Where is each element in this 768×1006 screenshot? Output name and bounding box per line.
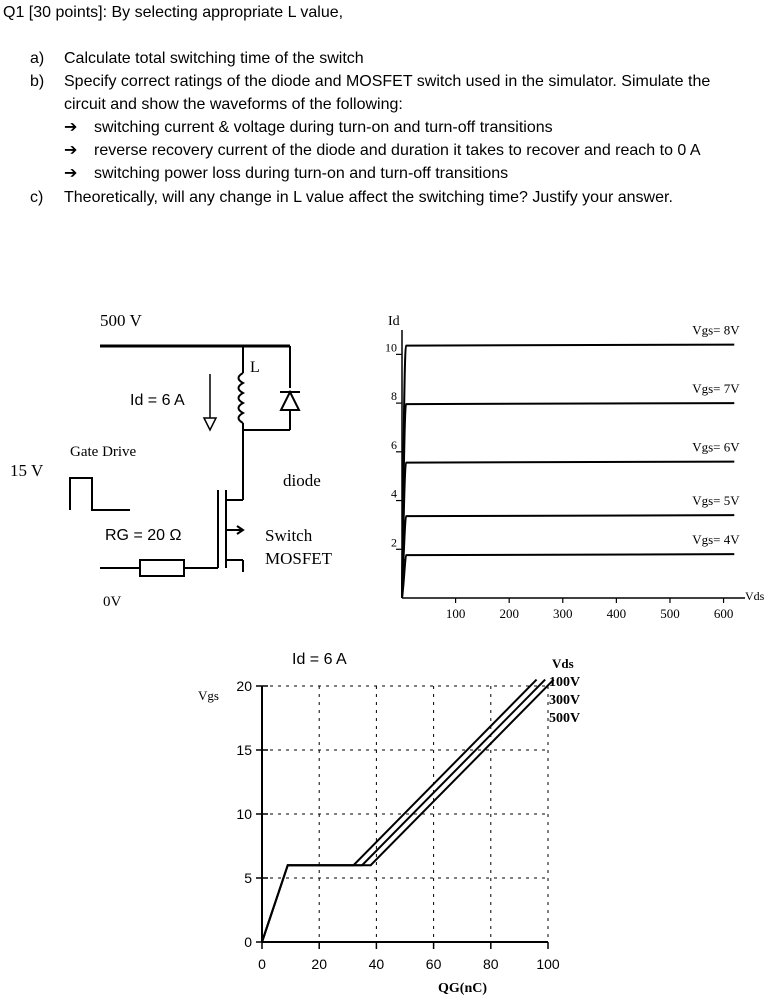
- question-title: Q1 [30 points]: By selecting appropriate L value,: [3, 4, 344, 21]
- qg-x-axis-label: QG(nC): [438, 981, 487, 996]
- iv-y-tick-label: 2: [391, 535, 397, 550]
- bullet-1-text: switching current & voltage during turn-on and turn-off transitions: [94, 119, 553, 136]
- gate-resistor-label: RG = 20 Ω: [105, 527, 182, 544]
- qg-x-tick-label: 40: [368, 956, 385, 972]
- qg-y-axis-label: Vgs: [198, 688, 219, 703]
- qg-x-tick-label: 20: [311, 956, 327, 972]
- bullet-arrow-icon: ➔: [64, 142, 78, 159]
- switch-label: Switch: [265, 526, 313, 545]
- iv-x-tick-label: 600: [713, 606, 734, 621]
- qg-y-tick-label: 15: [236, 742, 252, 758]
- iv-x-tick-label: 100: [445, 606, 466, 621]
- qg-legend-entry: 300V: [549, 693, 581, 708]
- iv-curve-label: Vgs= 6V: [692, 439, 740, 455]
- item-c-marker: c): [30, 189, 44, 206]
- qg-title: Id = 6 A: [292, 651, 347, 668]
- gate-drive-label: Gate Drive: [70, 444, 137, 460]
- gate-voltage-label: 15 V: [10, 461, 44, 480]
- inductor-label: L: [250, 359, 260, 376]
- qg-x-tick-label: 0: [258, 956, 266, 972]
- item-a-text: Calculate total switching time of the switch: [64, 50, 364, 67]
- iv-curve-label: Vgs= 7V: [692, 381, 740, 397]
- qg-y-tick-label: 10: [236, 806, 252, 822]
- iv-y-axis-label: Id: [388, 314, 400, 329]
- supply-voltage-label: 500 V: [100, 311, 142, 330]
- mosfet-label: MOSFET: [265, 549, 333, 568]
- drain-current-label: Id = 6 A: [130, 392, 185, 409]
- item-a-marker: a): [30, 50, 45, 67]
- item-b-marker: b): [30, 73, 45, 90]
- iv-curve-label: Vgs= 4V: [692, 532, 740, 548]
- item-b-text-continued: circuit and show the waveforms of the following:: [64, 96, 403, 113]
- iv-x-tick-label: 200: [499, 606, 519, 621]
- bullet-2-text: reverse recovery current of the diode and duration it takes to recover and reach to 0 A: [94, 142, 701, 159]
- qg-y-tick-label: 0: [244, 934, 252, 950]
- qg-y-tick-label: 20: [236, 678, 252, 694]
- iv-x-tick-label: 500: [660, 606, 680, 621]
- qg-x-tick-label: 100: [536, 956, 560, 972]
- qg-curve: [262, 680, 545, 942]
- ground-label: 0V: [103, 594, 122, 610]
- item-b-text: Specify correct ratings of the diode and MOSFET switch used in the simulator. Simulate the: [64, 73, 711, 90]
- bullet-arrow-icon: ➔: [64, 165, 78, 182]
- iv-curve-label: Vgs= 8V: [692, 322, 740, 338]
- qg-x-tick-label: 80: [483, 956, 499, 972]
- iv-x-tick-label: 300: [553, 606, 573, 621]
- item-c-text: Theoretically, will any change in L value affect the switching time? Justify your answer.: [64, 189, 673, 206]
- bullet-arrow-icon: ➔: [64, 119, 78, 136]
- qg-y-tick-label: 5: [244, 870, 252, 886]
- iv-y-tick-label: 4: [391, 486, 397, 501]
- iv-x-tick-label: 400: [606, 606, 627, 621]
- qg-legend-title: Vds: [552, 656, 574, 671]
- iv-y-tick-label: 8: [391, 389, 397, 404]
- iv-curve-label: Vgs= 5V: [692, 493, 740, 509]
- qg-curve: [262, 680, 537, 942]
- iv-y-tick-label: 6: [391, 437, 397, 452]
- iv-x-axis-label: Vds: [745, 589, 765, 603]
- qg-x-tick-label: 60: [425, 956, 442, 972]
- bullet-3-text: switching power loss during turn-on and turn-off transitions: [94, 165, 509, 182]
- diode-label: diode: [283, 471, 321, 490]
- qg-legend-entry: 500V: [549, 711, 581, 726]
- iv-y-tick-label: 10: [385, 340, 397, 355]
- qg-legend-entry: 100V: [549, 675, 581, 690]
